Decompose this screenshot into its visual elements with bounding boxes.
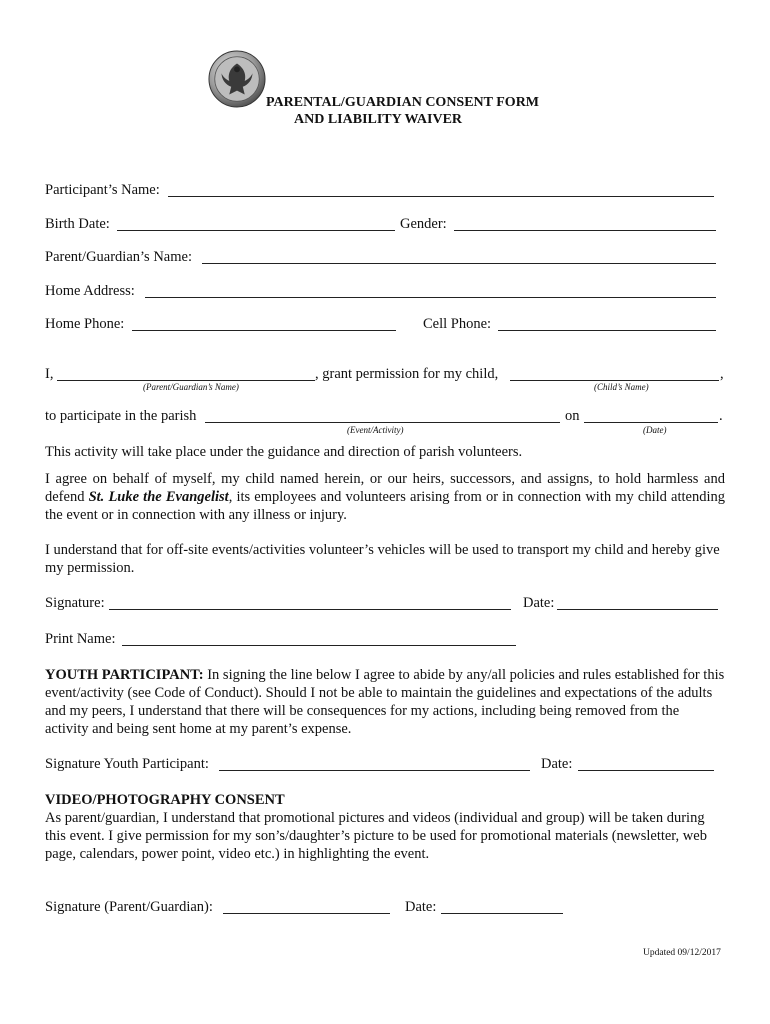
parent-name-field[interactable]: [202, 263, 716, 264]
cell-phone-label: Cell Phone:: [423, 316, 492, 332]
form-title-line1: PARENTAL/GUARDIAN CONSENT FORM: [266, 95, 540, 110]
transport-text: I understand that for off-site events/activities volunteer’s vehicles will be used to transport my child and hereby give my permission.: [45, 542, 720, 576]
youth-heading: YOUTH PARTICIPANT:: [45, 667, 204, 683]
video-text: As parent/guardian, I understand that promotional pictures and videos (individual and group) will be taken during this event. I give permission for my son’s/daughter’s picture to be used for promotional materials (newsletter, web page, calendars, power point, video etc.) in highlighting the event.: [45, 810, 707, 862]
youth-signature-label: Signature Youth Participant:: [45, 756, 209, 772]
signature-date-label: Date:: [523, 595, 555, 611]
event-activity-field[interactable]: [205, 422, 560, 423]
home-address-field[interactable]: [145, 297, 716, 298]
updated-date: Updated 09/12/2017: [643, 948, 721, 958]
permission-end: ,: [720, 366, 724, 382]
birth-date-field[interactable]: [117, 230, 395, 231]
supervision-text: This activity will take place under the guidance and direction of parish volunteers.: [45, 444, 523, 460]
cell-phone-field[interactable]: [498, 330, 716, 331]
signature-field[interactable]: [109, 609, 511, 610]
participant-name-label: Participant’s Name:: [45, 182, 160, 198]
print-name-label: Print Name:: [45, 631, 116, 647]
home-phone-label: Home Phone:: [45, 316, 125, 332]
participate-on: on: [565, 408, 580, 424]
permission-prefix: I,: [45, 366, 54, 382]
signature-label: Signature:: [45, 595, 105, 611]
child-name-caption: (Child’s Name): [594, 382, 649, 392]
hold-harmless-pre: I agree on behalf of myself, my child named herein, or our heirs, successors, and assigns, to hold harmless and defend: [45, 471, 725, 505]
hold-harmless-paragraph: [45, 470, 725, 524]
parent-name-caption: (Parent/Guardian’s Name): [143, 382, 239, 392]
permission-parent-field[interactable]: [57, 380, 315, 381]
participate-end: .: [719, 408, 723, 424]
parent-signature-field[interactable]: [223, 913, 390, 914]
permission-middle: , grant permission for my child,: [315, 366, 499, 382]
youth-date-label: Date:: [541, 756, 573, 772]
home-phone-field[interactable]: [132, 330, 396, 331]
gender-label: Gender:: [400, 216, 447, 232]
parent-date-field[interactable]: [441, 913, 563, 914]
parish-seal-icon: [208, 50, 266, 108]
parent-signature-label: Signature (Parent/Guardian):: [45, 899, 213, 915]
youth-signature-field[interactable]: [219, 770, 530, 771]
date-caption: (Date): [643, 425, 667, 435]
birth-date-label: Birth Date:: [45, 216, 110, 232]
event-date-field[interactable]: [584, 422, 718, 423]
gender-field[interactable]: [454, 230, 716, 231]
parent-name-label: Parent/Guardian’s Name:: [45, 249, 192, 265]
hold-harmless-post: , its employees and volunteers arising from or in connection with my child attending the event or in connection with any illness or injury.: [45, 489, 725, 523]
form-title-line2: AND LIABILITY WAIVER: [294, 112, 463, 127]
participate-prefix: to participate in the parish: [45, 408, 197, 424]
video-heading: VIDEO/PHOTOGRAPHY CONSENT: [45, 792, 285, 808]
youth-text: In signing the line below I agree to abide by any/all policies and rules established for this event/activity (see Code of Conduct). Should I not be able to maintain the guidelines and expectations of the adults and my peers, I understand that there will be consequences for my actions, including being removed from the activity and being sent home at my parent’s expense.: [45, 667, 725, 737]
participant-name-field[interactable]: [168, 196, 714, 197]
youth-date-field[interactable]: [578, 770, 714, 771]
print-name-field[interactable]: [122, 645, 516, 646]
event-caption: (Event/Activity): [347, 425, 404, 435]
permission-child-field[interactable]: [510, 380, 719, 381]
signature-date-field[interactable]: [557, 609, 718, 610]
parish-name: St. Luke the Evangelist: [88, 489, 229, 505]
youth-paragraph: [45, 666, 725, 738]
home-address-label: Home Address:: [45, 283, 135, 299]
parent-date-label: Date:: [405, 899, 437, 915]
